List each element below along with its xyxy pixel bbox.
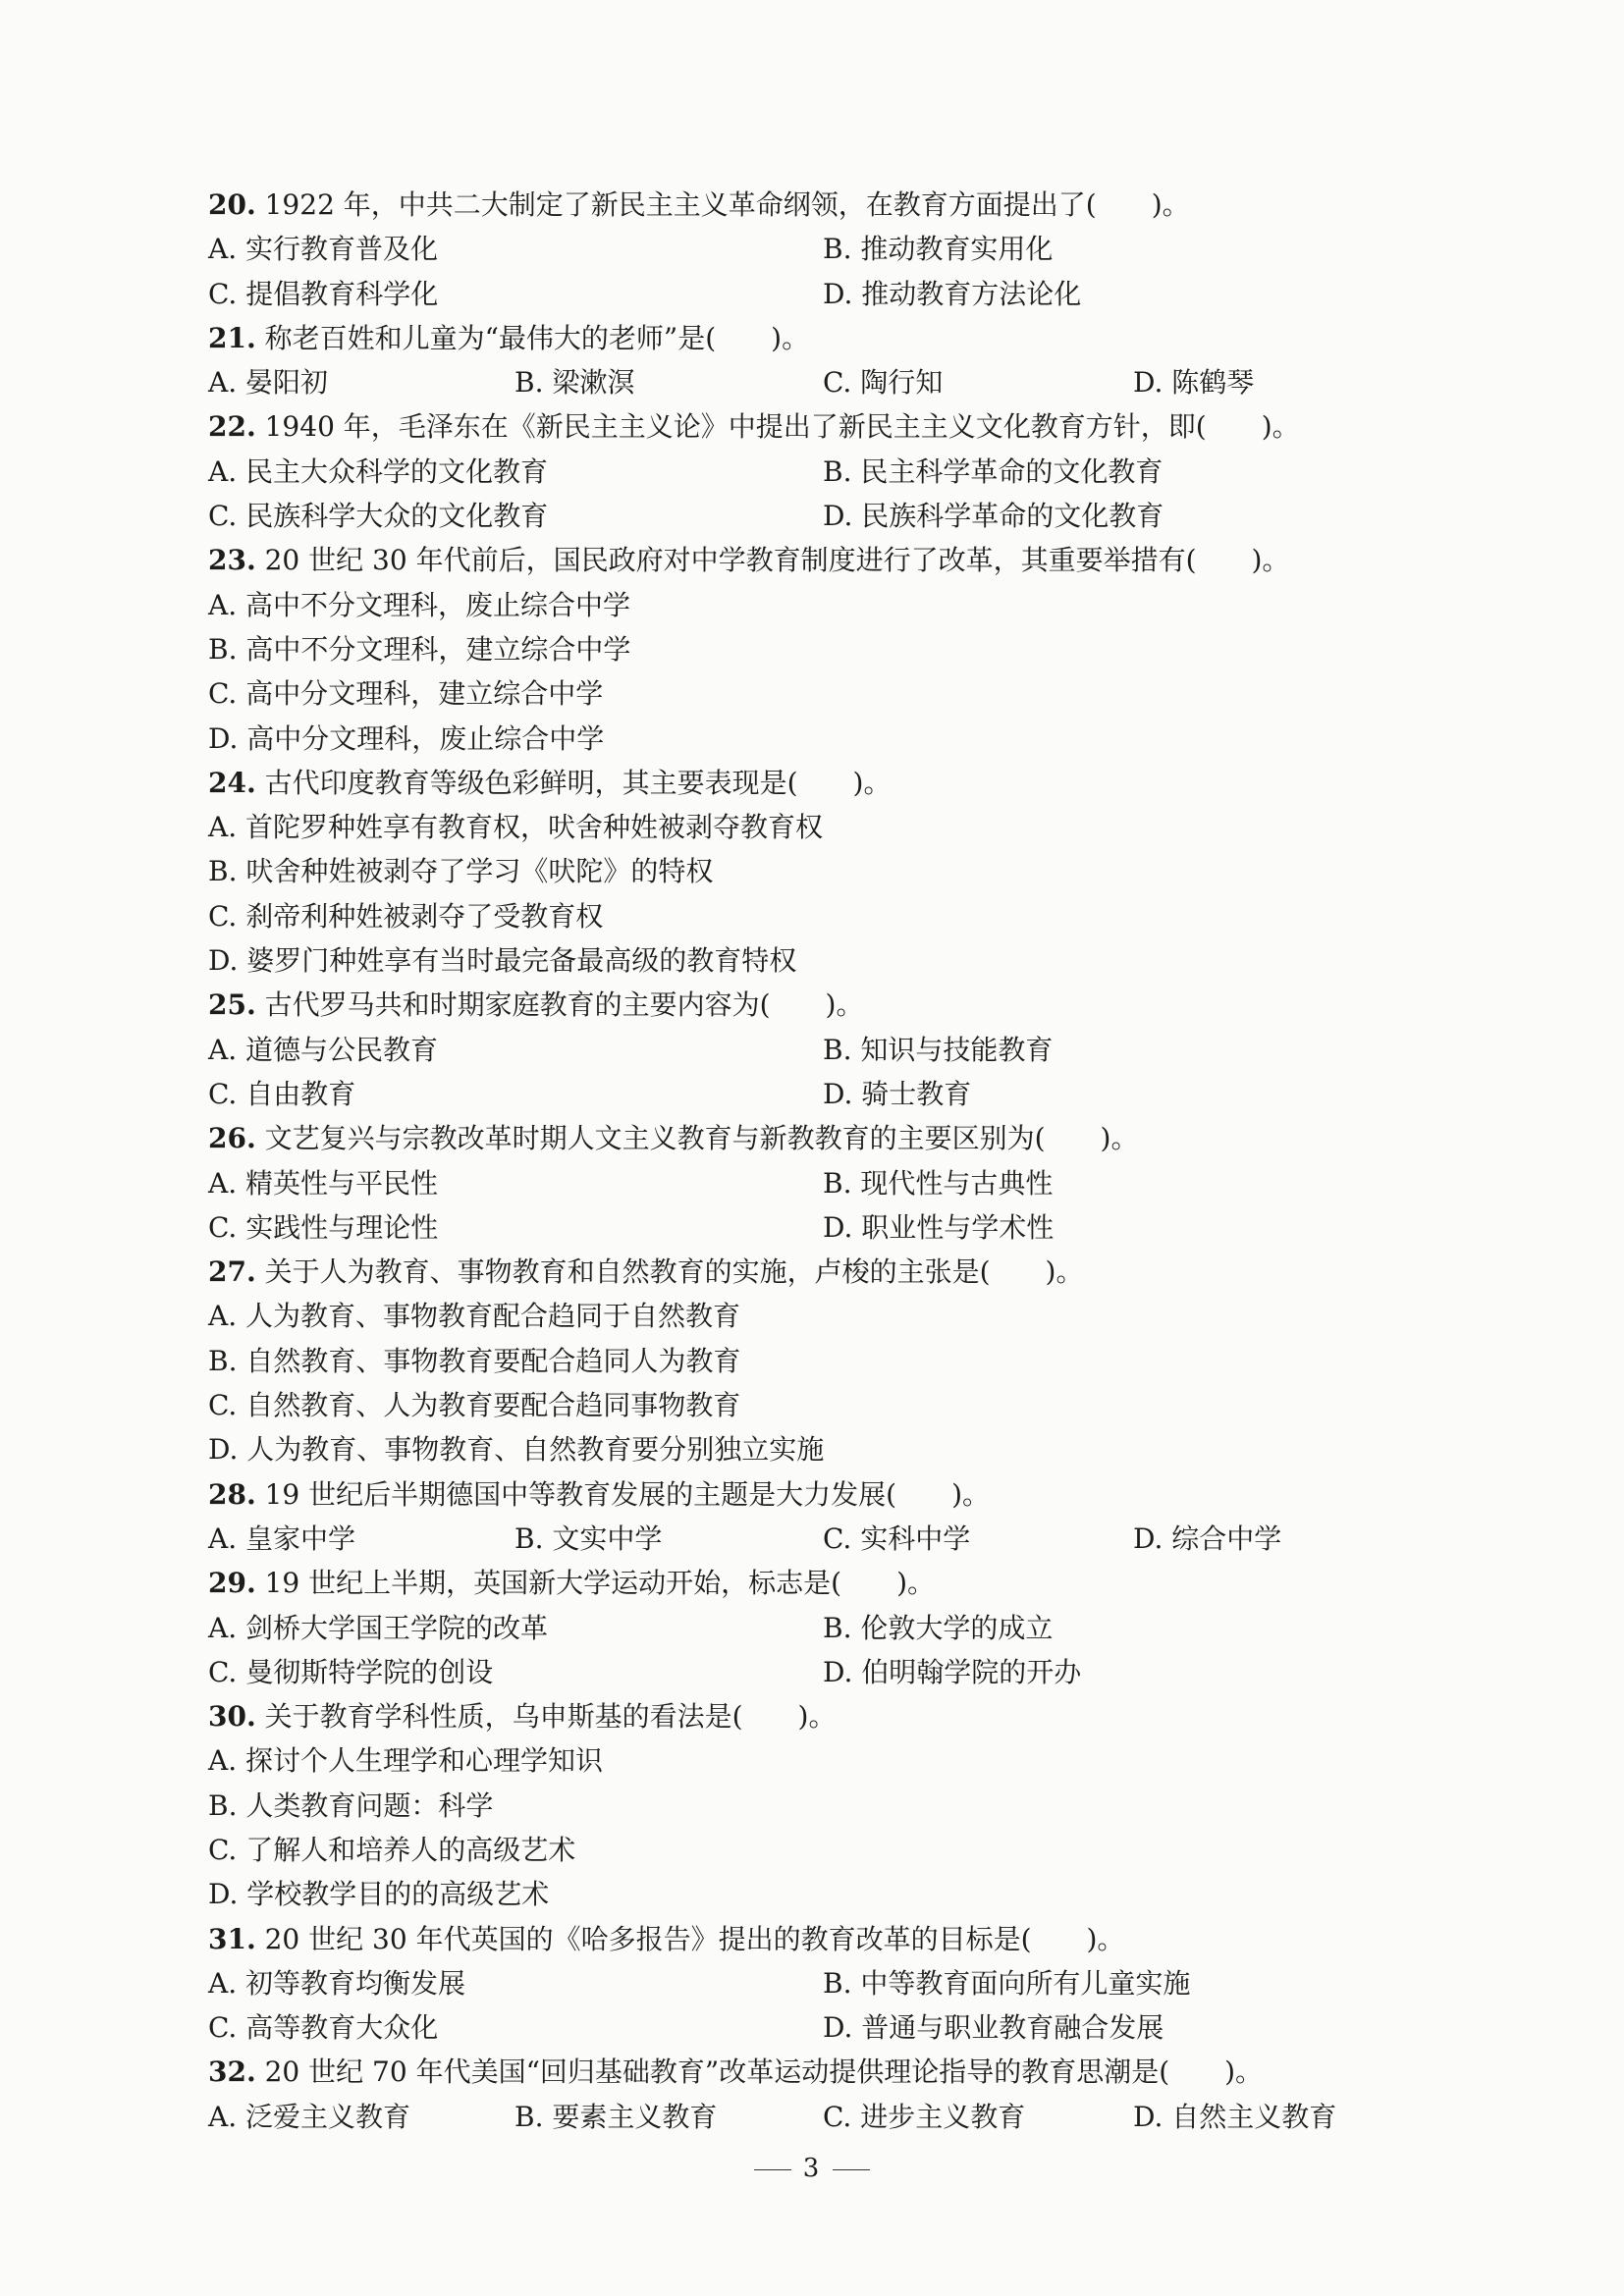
answer-option: C. 民族科学大众的文化教育 (208, 500, 549, 533)
answer-option: D. 高中分文理科，废止综合中学 (208, 721, 605, 755)
question-stem (208, 1116, 1426, 1160)
question-text: 1940 年，毛泽东在《新民主主义论》中提出了新民主主义文化教育方针，即( )。 (255, 410, 1300, 444)
question-item (208, 404, 1426, 538)
question-item (208, 183, 1426, 316)
answer-option: A. 首陀罗种姓享有教育权，吠舍种姓被剥夺教育权 (208, 811, 824, 844)
answer-option: B. 人类教育问题：科学 (208, 1789, 494, 1822)
answer-option: A. 人为教育、事物教育配合趋同于自然教育 (208, 1300, 741, 1333)
options-row (208, 1427, 1426, 1471)
options-row (208, 1828, 1426, 1872)
question-stem (208, 1694, 1426, 1738)
question-item (208, 1472, 1426, 1562)
options-row (208, 360, 1426, 404)
answer-option: A. 探讨个人生理学和心理学知识 (208, 1744, 604, 1778)
question-text: 1922 年，中共二大制定了新民主主义革命纲领，在教育方面提出了( )。 (255, 188, 1190, 221)
answer-option: D. 骑士教育 (823, 1077, 972, 1110)
answer-option: B. 推动教育实用化 (823, 233, 1054, 266)
question-item (208, 1116, 1426, 1250)
question-text: 古代罗马共和时期家庭教育的主要内容为( )。 (255, 988, 864, 1022)
options-row (208, 2095, 1426, 2139)
question-stem (208, 983, 1426, 1027)
answer-option: C. 陶行知 (823, 366, 944, 400)
options-row (208, 1339, 1426, 1383)
answer-option: D. 陈鹤琴 (1133, 366, 1255, 400)
options-row (208, 2005, 1426, 2050)
question-text: 称老百姓和儿童为“最伟大的老师”是( )。 (255, 321, 810, 354)
question-number: 26. (208, 1122, 256, 1155)
question-number: 21. (208, 321, 256, 354)
question-text: 关于教育学科性质，乌申斯基的看法是( )。 (255, 1700, 837, 1734)
question-number: 22. (208, 410, 256, 444)
question-number: 24. (208, 766, 256, 799)
footer-dash-right (833, 2169, 870, 2170)
answer-option: C. 进步主义教育 (823, 2100, 1026, 2133)
answer-option: B. 梁漱溟 (514, 366, 635, 400)
answer-option: B. 伦敦大学的成立 (823, 1611, 1054, 1644)
answer-option: B. 现代性与古典性 (823, 1166, 1054, 1200)
answer-option: C. 实践性与理论性 (208, 1210, 439, 1244)
question-stem (208, 1250, 1426, 1294)
answer-option: A. 民主大众科学的文化教育 (208, 454, 549, 488)
options-row (208, 849, 1426, 893)
options-row (208, 1028, 1426, 1072)
answer-option: B. 中等教育面向所有儿童实施 (823, 1966, 1191, 2000)
answer-option: A. 道德与公民教育 (208, 1033, 439, 1066)
options-row (208, 450, 1426, 494)
answer-option: A. 实行教育普及化 (208, 233, 439, 266)
question-number: 28. (208, 1477, 256, 1511)
question-stem (208, 1917, 1426, 1961)
question-stem (208, 1561, 1426, 1605)
answer-option: D. 民族科学革命的文化教育 (823, 500, 1164, 533)
answer-option: A. 皇家中学 (208, 1522, 356, 1555)
answer-option: A. 初等教育均衡发展 (208, 1966, 466, 2000)
answer-option: C. 自由教育 (208, 1077, 356, 1110)
question-item (208, 983, 1426, 1116)
answer-option: B. 知识与技能教育 (823, 1033, 1054, 1066)
answer-option: C. 高中分文理科，建立综合中学 (208, 677, 604, 711)
question-stem (208, 2050, 1426, 2094)
options-row (208, 1872, 1426, 1916)
options-row (208, 494, 1426, 538)
options-row (208, 805, 1426, 849)
question-text: 文艺复兴与宗教改革时期人文主义教育与新教教育的主要区别为( )。 (255, 1122, 1139, 1155)
options-row (208, 894, 1426, 938)
question-number: 27. (208, 1255, 256, 1289)
answer-option: B. 自然教育、事物教育要配合趋同人为教育 (208, 1344, 741, 1377)
answer-option: D. 学校教学目的的高级艺术 (208, 1878, 550, 1911)
question-item (208, 1250, 1426, 1471)
answer-option: A. 精英性与平民性 (208, 1166, 439, 1200)
answer-option: C. 实科中学 (823, 1522, 971, 1555)
options-row (208, 583, 1426, 627)
question-text: 19 世纪上半期，英国新大学运动开始，标志是( )。 (255, 1567, 935, 1600)
question-item (208, 1917, 1426, 2051)
options-row (208, 671, 1426, 716)
answer-option: D. 职业性与学术性 (823, 1210, 1055, 1244)
question-item (208, 761, 1426, 983)
options-row (208, 1517, 1426, 1561)
question-stem (208, 404, 1426, 449)
answer-option: D. 推动教育方法论化 (823, 277, 1082, 310)
question-number: 29. (208, 1567, 256, 1600)
options-row (208, 272, 1426, 316)
answer-option: A. 晏阳初 (208, 366, 329, 400)
answer-option: B. 吠舍种姓被剥夺了学习《吠陀》的特权 (208, 855, 714, 888)
question-stem (208, 1472, 1426, 1517)
options-row (208, 1383, 1426, 1427)
question-item (208, 2050, 1426, 2139)
question-text: 关于人为教育、事物教育和自然教育的实施，卢梭的主张是( )。 (255, 1255, 1084, 1289)
question-stem (208, 316, 1426, 360)
answer-option: B. 文实中学 (514, 1522, 663, 1555)
options-row (208, 1606, 1426, 1650)
answer-option: D. 人为教育、事物教育、自然教育要分别独立实施 (208, 1433, 825, 1467)
question-text: 19 世纪后半期德国中等教育发展的主题是大力发展( )。 (255, 1477, 990, 1511)
answer-option: B. 要素主义教育 (514, 2100, 718, 2133)
options-row (208, 1072, 1426, 1116)
answer-option: B. 高中不分文理科，建立综合中学 (208, 632, 631, 666)
question-item (208, 1561, 1426, 1694)
options-row (208, 938, 1426, 983)
question-stem (208, 761, 1426, 805)
options-row (208, 717, 1426, 761)
options-row (208, 227, 1426, 271)
options-row (208, 1161, 1426, 1205)
answer-option: A. 高中不分文理科，废止综合中学 (208, 588, 631, 621)
answer-option: C. 自然教育、人为教育要配合趋同事物教育 (208, 1389, 741, 1422)
question-list (208, 183, 1426, 2139)
answer-option: D. 自然主义教育 (1133, 2100, 1337, 2133)
question-item (208, 316, 1426, 405)
answer-option: A. 剑桥大学国王学院的改革 (208, 1611, 549, 1644)
question-text: 20 世纪 70 年代美国“回归基础教育”改革运动提供理论指导的教育思潮是( )。 (255, 2056, 1264, 2089)
answer-option: C. 高等教育大众化 (208, 2011, 439, 2045)
question-number: 31. (208, 1922, 256, 1955)
question-text: 古代印度教育等级色彩鲜明，其主要表现是( )。 (255, 766, 892, 799)
question-number: 32. (208, 2056, 256, 2089)
question-number: 23. (208, 544, 256, 577)
question-item (208, 538, 1426, 760)
question-stem (208, 183, 1426, 227)
answer-option: C. 刹帝利种姓被剥夺了受教育权 (208, 899, 604, 933)
question-number: 20. (208, 188, 256, 221)
answer-option: C. 了解人和培养人的高级艺术 (208, 1833, 576, 1866)
answer-option: D. 婆罗门种姓享有当时最完备最高级的教育特权 (208, 944, 797, 978)
answer-option: C. 曼彻斯特学院的创设 (208, 1655, 494, 1688)
options-row (208, 627, 1426, 671)
answer-option: C. 提倡教育科学化 (208, 277, 439, 310)
question-text: 20 世纪 30 年代前后，国民政府对中学教育制度进行了改革，其重要举措有( )。 (255, 544, 1290, 577)
footer-dash-left (754, 2169, 791, 2170)
page-footer (0, 2154, 1624, 2183)
options-row (208, 1294, 1426, 1338)
answer-option: D. 综合中学 (1133, 1522, 1282, 1555)
options-row (208, 1205, 1426, 1250)
page-number: 3 (802, 2154, 822, 2183)
options-row (208, 1784, 1426, 1828)
question-item (208, 1694, 1426, 1916)
options-row (208, 1738, 1426, 1783)
question-number: 25. (208, 988, 256, 1022)
answer-option: D. 伯明翰学院的开办 (823, 1655, 1082, 1688)
answer-option: D. 普通与职业教育融合发展 (823, 2011, 1164, 2045)
question-text: 20 世纪 30 年代英国的《哈多报告》提出的教育改革的目标是( )。 (255, 1922, 1125, 1955)
options-row (208, 1650, 1426, 1694)
options-row (208, 1961, 1426, 2005)
answer-option: B. 民主科学革命的文化教育 (823, 454, 1164, 488)
question-stem (208, 538, 1426, 582)
answer-option: A. 泛爱主义教育 (208, 2100, 411, 2133)
question-number: 30. (208, 1700, 256, 1734)
